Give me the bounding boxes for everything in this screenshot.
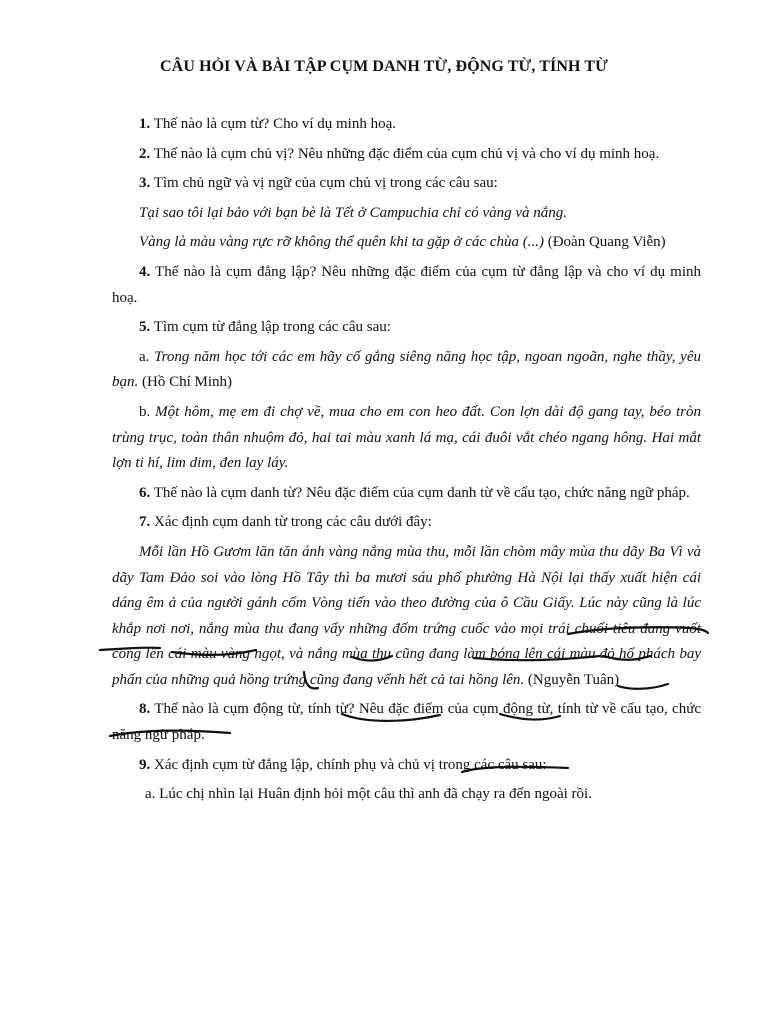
- sub-item-source: (Hồ Chí Minh): [138, 374, 232, 391]
- sub-item-b: [112, 400, 701, 477]
- question-1: [112, 112, 701, 138]
- sub-item-label: b.: [139, 403, 156, 420]
- example-text: Vàng là màu vàng rực rỡ không thể quên khi ta gặp ở các chùa (...): [139, 234, 544, 251]
- passage-source: (Nguyễn Tuân): [524, 671, 620, 688]
- question-text: Thế nào là cụm danh từ? Nêu đặc điểm của cụm danh từ về cấu tạo, chức năng ngữ pháp.: [150, 484, 690, 501]
- question-3: [112, 171, 701, 197]
- question-7: [112, 510, 701, 536]
- question-text: Thế nào là cụm từ? Cho ví dụ minh hoạ.: [150, 116, 396, 132]
- sub-item-text: Trong năm học tới các em hãy cố gắng siêng năng học tập, ngoan ngoãn, nghe thầy, yêu bạn.: [112, 348, 701, 391]
- question-number: 5.: [139, 319, 151, 336]
- sub-item-a: a. Lúc chị nhìn lại Huân định hỏi một câu thì anh đã chạy ra đến ngoài rồi.: [145, 786, 592, 803]
- question-number: 1.: [139, 116, 151, 132]
- question-text: Tìm cụm từ đẳng lập trong các câu sau:: [150, 319, 391, 336]
- question-4: [112, 260, 701, 311]
- question-text: Tìm chủ ngữ và vị ngữ của cụm chủ vị trong các câu sau:: [150, 175, 498, 192]
- passage: [112, 540, 701, 694]
- question-number: 6.: [139, 484, 151, 501]
- example-text: Tại sao tôi lại bảo với bạn bè là Tết ở Campuchia chỉ có vàng và nắng.: [139, 204, 568, 221]
- sub-item-label: a.: [139, 348, 155, 365]
- question-5: [112, 315, 701, 341]
- document-body: [112, 112, 701, 812]
- question-number: 9.: [139, 756, 151, 773]
- document-title: CÂU HỎI VÀ BÀI TẬP CỤM DANH TỪ, ĐỘNG TỪ, TÍNH TỪ: [160, 58, 608, 75]
- example-sentence: [112, 230, 701, 256]
- question-number: 7.: [139, 514, 151, 531]
- question-number: 2.: [139, 145, 151, 162]
- question-6: [112, 481, 701, 507]
- question-text: Thế nào là cụm động từ, tính từ? Nêu đặc điểm của cụm động từ, tính từ về cấu tạo, chức năng ngữ pháp.: [112, 701, 701, 744]
- sub-item-a: [112, 345, 701, 396]
- example-source: (Đoàn Quang Viễn): [543, 234, 666, 251]
- question-8: [112, 697, 701, 748]
- sub-item-text: Một hôm, mẹ em đi chợ về, mua cho em con heo đất. Con lợn dài độ gang tay, béo tròn trùng trục, toàn thân nhuộm đỏ, hai tai màu xanh lá mạ, cái đuôi vắt chéo ngang hông. Hai mắt lợn ti hí, lim dim, đen lay láy.: [112, 403, 702, 472]
- example-sentence: [112, 201, 701, 227]
- question-text: Xác định cụm từ đẳng lập, chính phụ và chủ vị trong các câu sau:: [150, 756, 547, 773]
- question-text: Thế nào là cụm đẳng lập? Nêu những đặc điểm của cụm từ đẳng lập và cho ví dụ minh hoạ.: [112, 263, 701, 306]
- question-number: 3.: [139, 175, 151, 192]
- question-9: [112, 753, 701, 779]
- question-text: Xác định cụm danh từ trong các câu dưới đây:: [150, 514, 432, 531]
- passage-text: Mỗi lần Hồ Gươm lăn tăn ánh vàng nắng mùa thu, mỗi lần chòm mây mùa thu dãy Ba Vì và dãy Tam Đảo soi vào lòng Hồ Tây thì ba mươi sáu phố phường Hà Nội lại thấy xuất hiện cái dáng êm ả của người gánh cốm Vòng tiến vào theo đường của ô Cầu Giấy. Lúc này cũng là lúc khắp nơi nơi, nắng mùa thu đang vẩy những đốm trứng cuốc vào mọi trái chuối tiêu đang vuốt cong lên cái màu vàng ngọt, và nắng mùa thu cũng đang làm bóng lên cái màu đỏ hổ phách bay phấn của những quả hồng trứng cũng đang vểnh hết cả tai hồng lên.: [112, 543, 701, 688]
- question-text: Thế nào là cụm chủ vị? Nêu những đặc điểm của cụm chủ vị và cho ví dụ minh hoạ.: [150, 145, 660, 162]
- question-2: [112, 142, 701, 168]
- question-number: 4.: [139, 263, 151, 280]
- question-number: 8.: [139, 701, 151, 718]
